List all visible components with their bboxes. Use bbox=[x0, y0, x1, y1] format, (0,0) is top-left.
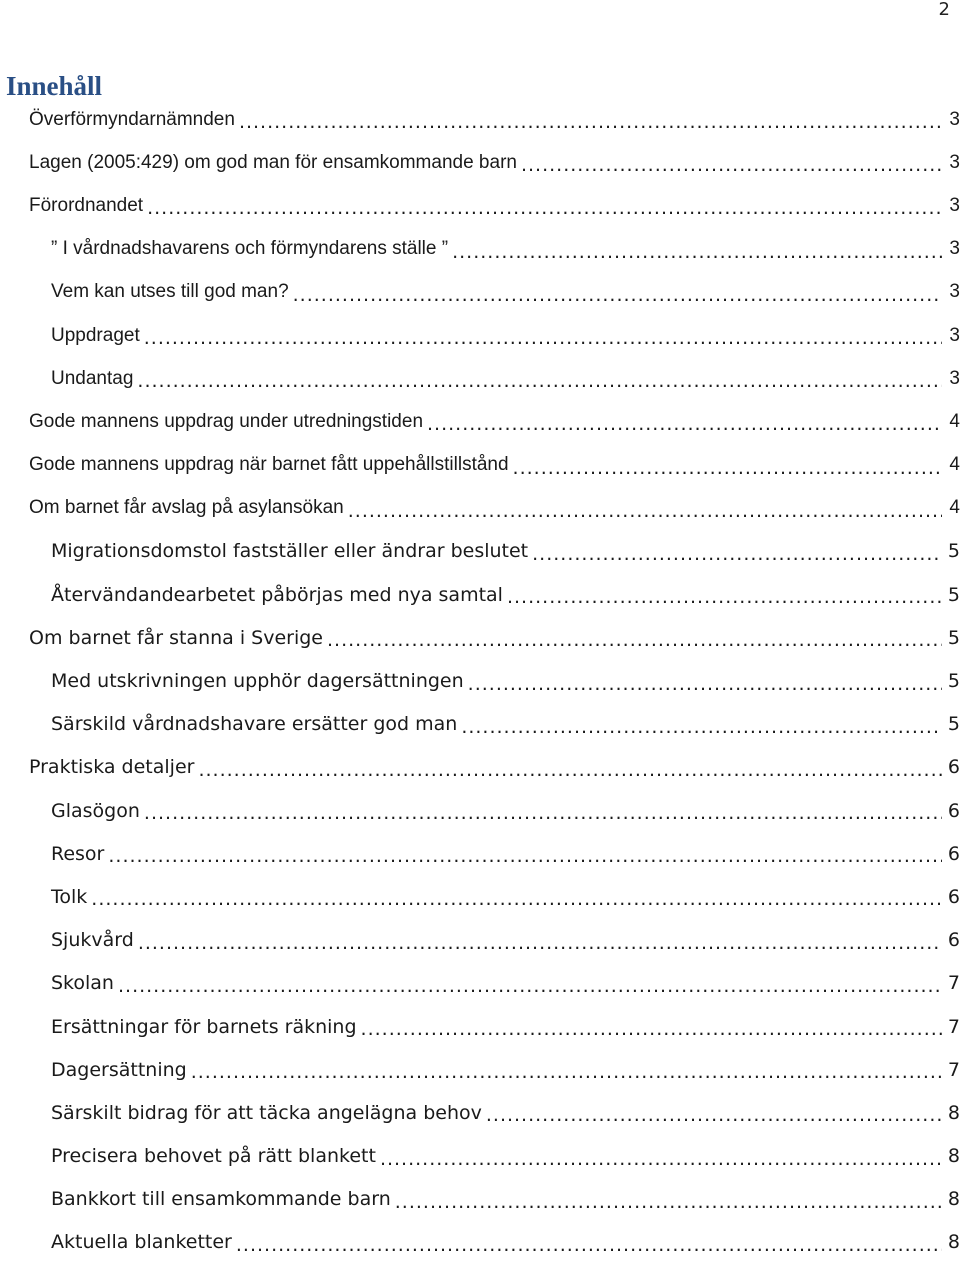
toc-entry[interactable] bbox=[0, 530, 960, 573]
toc-entry-page-number: 8 bbox=[947, 1231, 960, 1254]
toc-entry[interactable] bbox=[0, 703, 960, 746]
toc-entry-label: Praktiska detaljer bbox=[29, 756, 195, 779]
toc-entry[interactable] bbox=[0, 1221, 960, 1264]
toc-entry-page-number: 3 bbox=[949, 281, 960, 303]
toc-entry-page-number: 7 bbox=[947, 972, 960, 995]
toc-entry-page-number: 3 bbox=[949, 194, 960, 216]
dot-leader bbox=[236, 1236, 942, 1255]
toc-entry-label: Särskild vårdnadshavare ersätter god man bbox=[51, 713, 458, 736]
toc-entry[interactable] bbox=[0, 400, 960, 443]
toc-entry-page-number: 6 bbox=[947, 929, 960, 952]
toc-entry-label: Precisera behovet på rätt blankett bbox=[51, 1145, 376, 1168]
dot-leader bbox=[147, 199, 942, 218]
dot-leader bbox=[198, 761, 942, 780]
dot-leader bbox=[118, 977, 942, 996]
dot-leader bbox=[348, 502, 942, 521]
dot-leader bbox=[137, 372, 942, 391]
toc-entry-label: Migrationsdomstol fastställer eller ändrar beslutet bbox=[51, 540, 529, 563]
toc-entry-page-number: 6 bbox=[947, 885, 960, 908]
toc-entry-page-number: 3 bbox=[949, 238, 960, 260]
toc-entry[interactable] bbox=[0, 1091, 960, 1134]
toc-entry-label: Förordnandet bbox=[29, 194, 144, 216]
dot-leader bbox=[521, 156, 942, 175]
toc-entry-page-number: 8 bbox=[947, 1101, 960, 1124]
toc-entry-label: Resor bbox=[51, 842, 105, 865]
toc-entry-page-number: 3 bbox=[949, 367, 960, 389]
dot-leader bbox=[327, 631, 942, 650]
toc-entry-label: Sjukvård bbox=[51, 929, 134, 952]
toc-heading: Innehåll bbox=[6, 71, 103, 101]
toc-entry[interactable] bbox=[0, 832, 960, 875]
dot-leader bbox=[380, 1150, 942, 1169]
toc-entry[interactable] bbox=[0, 271, 960, 314]
toc-entry-label: Tolk bbox=[51, 885, 88, 908]
dot-leader bbox=[532, 545, 942, 564]
dot-leader bbox=[461, 718, 942, 737]
toc-entry[interactable] bbox=[0, 1048, 960, 1091]
toc-entry-label: Gode mannens uppdrag när barnet fått uppehållstillstånd bbox=[29, 454, 509, 476]
dot-leader bbox=[293, 286, 942, 305]
dot-leader bbox=[239, 113, 942, 132]
toc-entry-label: Aktuella blanketter bbox=[51, 1231, 232, 1254]
toc-entry-label: Med utskrivningen upphör dagersättningen bbox=[51, 670, 464, 693]
toc-entry-page-number: 5 bbox=[947, 583, 960, 606]
toc-entry-label: Om barnet får avslag på asylansökan bbox=[29, 497, 344, 519]
toc-entry[interactable] bbox=[0, 314, 960, 357]
dot-leader bbox=[513, 459, 942, 478]
toc-entry-page-number: 6 bbox=[947, 756, 960, 779]
toc-entry-label: Gode mannens uppdrag under utredningstiden bbox=[29, 410, 424, 432]
dot-leader bbox=[486, 1106, 942, 1125]
toc-entry-page-number: 3 bbox=[949, 108, 960, 130]
toc-entry[interactable] bbox=[0, 98, 960, 141]
toc-entry-page-number: 6 bbox=[947, 799, 960, 822]
dot-leader bbox=[191, 1063, 942, 1082]
dot-leader bbox=[138, 934, 942, 953]
toc-entry[interactable] bbox=[0, 919, 960, 962]
toc-entry-page-number: 5 bbox=[947, 626, 960, 649]
toc-entry-label: Överförmyndarnämnden bbox=[29, 108, 235, 130]
toc-entry-page-number: 4 bbox=[949, 410, 960, 432]
toc-entry-label: Glasögon bbox=[51, 799, 140, 822]
toc-entry-page-number: 5 bbox=[947, 670, 960, 693]
toc-entry-label: Särskilt bidrag för att täcka angelägna behov bbox=[51, 1101, 482, 1124]
toc-entry-page-number: 4 bbox=[949, 454, 960, 476]
toc-entry[interactable] bbox=[0, 962, 960, 1005]
dot-leader bbox=[144, 329, 942, 348]
toc-entry-page-number: 3 bbox=[949, 324, 960, 346]
toc-entry[interactable] bbox=[0, 875, 960, 918]
toc-entry-page-number: 8 bbox=[947, 1145, 960, 1168]
toc-entry[interactable] bbox=[0, 746, 960, 789]
dot-leader bbox=[144, 804, 942, 823]
toc-entry-label: Skolan bbox=[51, 972, 114, 995]
toc-entry-page-number: 3 bbox=[949, 151, 960, 173]
toc-entry-label: Uppdraget bbox=[51, 324, 140, 346]
dot-leader bbox=[91, 890, 942, 909]
toc-entry[interactable] bbox=[0, 1005, 960, 1048]
toc-entry-page-number: 7 bbox=[947, 1015, 960, 1038]
toc-entry-label: Om barnet får stanna i Sverige bbox=[29, 626, 323, 649]
toc-entry-label: Dagersättning bbox=[51, 1058, 187, 1081]
toc-entry-page-number: 4 bbox=[949, 497, 960, 519]
dot-leader bbox=[452, 243, 942, 262]
toc-entry[interactable] bbox=[0, 357, 960, 400]
page-number: 2 bbox=[938, 0, 950, 20]
toc-entry[interactable] bbox=[0, 444, 960, 487]
toc-entry[interactable] bbox=[0, 487, 960, 530]
toc-entry[interactable] bbox=[0, 573, 960, 616]
table-of-contents bbox=[0, 98, 960, 1264]
dot-leader bbox=[427, 415, 942, 434]
dot-leader bbox=[361, 1020, 942, 1039]
toc-entry[interactable] bbox=[0, 184, 960, 227]
dot-leader bbox=[395, 1193, 942, 1212]
toc-entry-label: Återvändandearbetet påbörjas med nya samtal bbox=[51, 583, 503, 606]
toc-entry[interactable] bbox=[0, 659, 960, 702]
toc-entry-page-number: 6 bbox=[947, 842, 960, 865]
toc-entry-label: Undantag bbox=[51, 367, 134, 389]
toc-entry[interactable] bbox=[0, 1135, 960, 1178]
toc-entry-label: Ersättningar för barnets räkning bbox=[51, 1015, 357, 1038]
toc-entry[interactable] bbox=[0, 228, 960, 271]
toc-entry[interactable] bbox=[0, 141, 960, 184]
toc-entry-label: Bankkort till ensamkommande barn bbox=[51, 1188, 391, 1211]
dot-leader bbox=[468, 675, 942, 694]
toc-entry-page-number: 8 bbox=[947, 1188, 960, 1211]
toc-entry-label: Lagen (2005:429) om god man för ensamkommande barn bbox=[29, 151, 517, 173]
toc-entry-label: Vem kan utses till god man? bbox=[51, 281, 289, 303]
dot-leader bbox=[108, 847, 942, 866]
toc-entry-page-number: 7 bbox=[947, 1058, 960, 1081]
toc-entry-page-number: 5 bbox=[947, 540, 960, 563]
toc-entry[interactable] bbox=[0, 1178, 960, 1221]
toc-entry-page-number: 5 bbox=[947, 713, 960, 736]
toc-entry[interactable] bbox=[0, 789, 960, 832]
dot-leader bbox=[507, 588, 942, 607]
toc-entry[interactable] bbox=[0, 616, 960, 659]
toc-entry-label: ” I vårdnadshavarens och förmyndarens ställe ” bbox=[51, 238, 449, 260]
